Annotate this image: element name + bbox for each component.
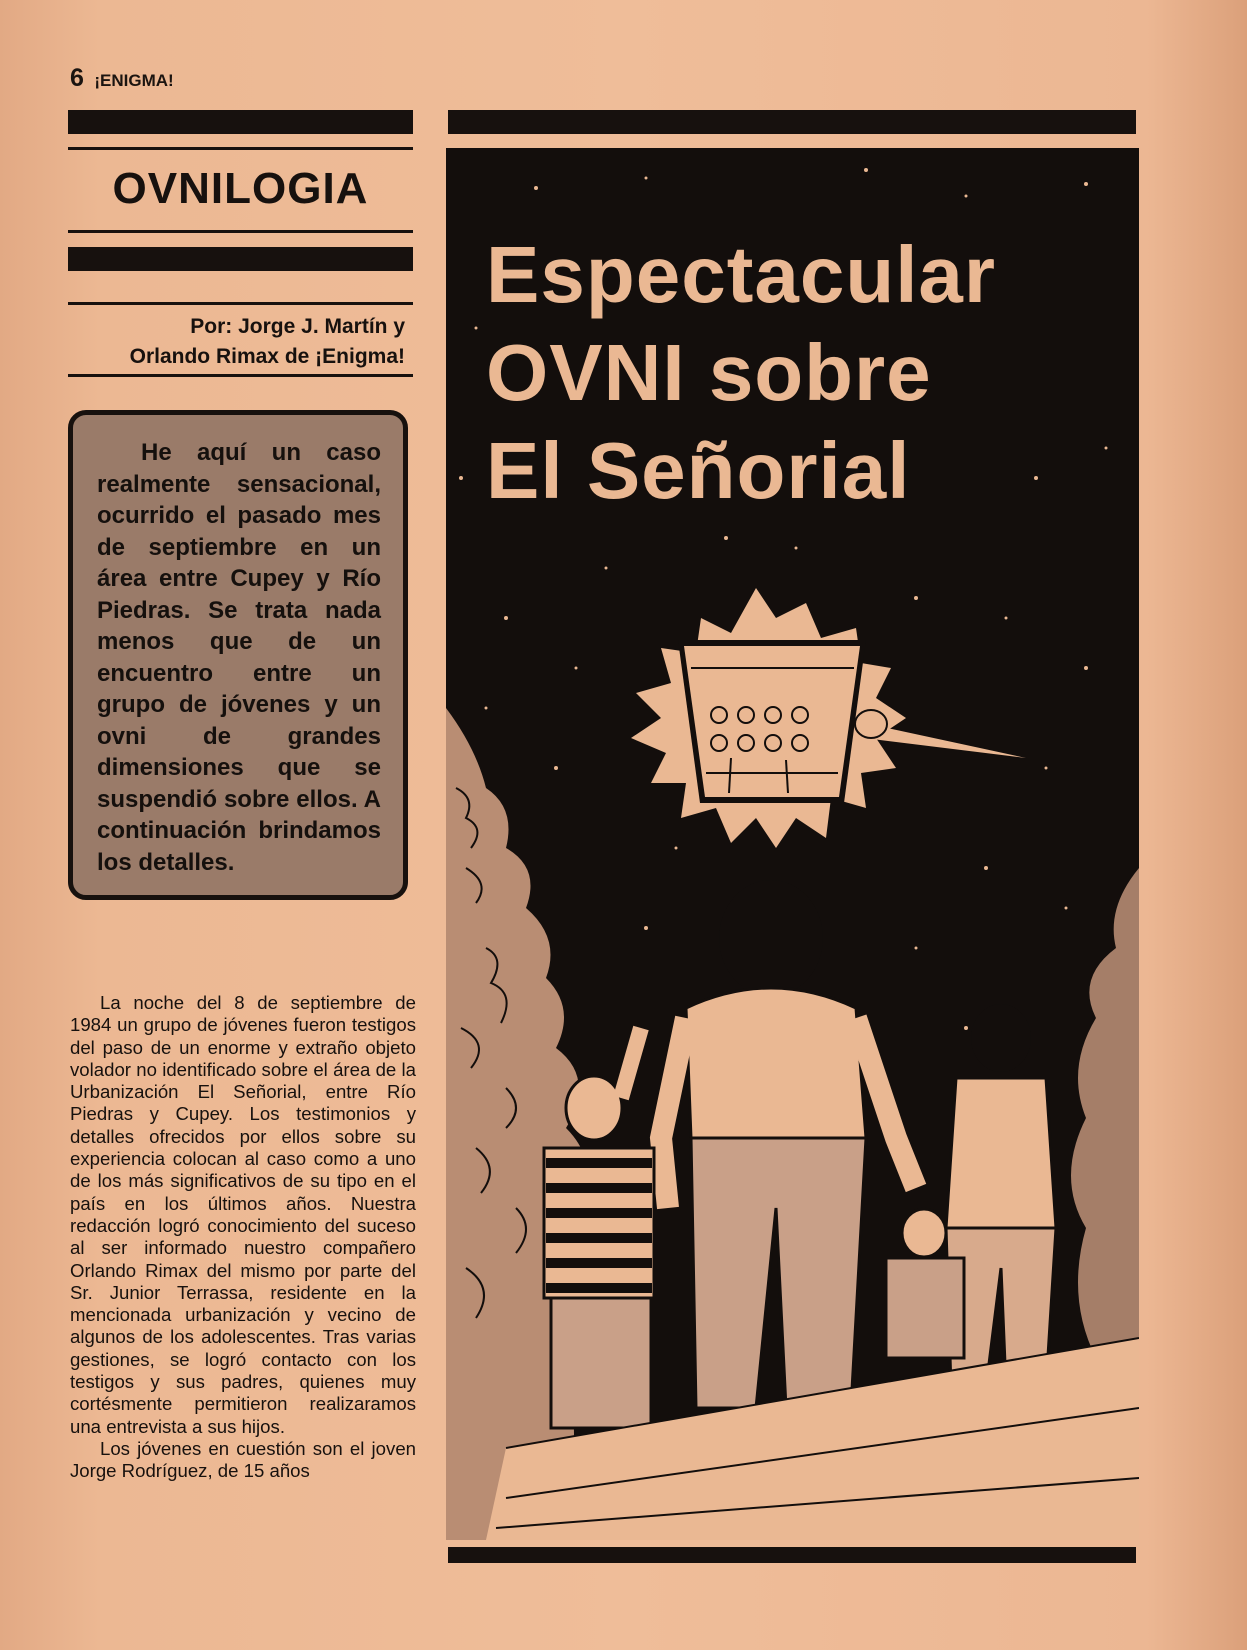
byline-line1: Por: Jorge J. Martín y <box>190 315 405 338</box>
bottom-bar-right <box>448 1547 1136 1563</box>
lead-text: He aquí un caso realmente sensacional, ocurrido el pasado mes de septiembre en un área entre Cupey y Río Piedras. Se trata nada menos que de un encuentro entre un grupo de jóvenes y un ovni de grandes dimensiones que se suspendió sobre ellos. A continuación brindamos los detalles. <box>97 439 381 876</box>
rule-left-3 <box>68 302 413 305</box>
magazine-name: ¡ENIGMA! <box>94 71 174 90</box>
headline-line-3: El Señorial <box>486 426 911 515</box>
top-bar-right <box>448 110 1136 134</box>
right-trees <box>1071 868 1139 1358</box>
headline <box>486 226 996 520</box>
light-beam <box>864 723 1026 758</box>
article-paragraph-2: Los jóvenes en cuestión son el joven Jorge Rodríguez, de 15 años <box>70 1437 416 1482</box>
article-paragraph-1: La noche del 8 de septiembre de 1984 un grupo de jóvenes fueron testigos del paso de un enorme y extraño objeto volador no identificado sobre el área de la Urbanización El Señorial, entre Río Piedras y Cupey. Los testimonios y detalles ofrecidos por ellos sobre su experiencia colocan al caso como a uno de los más significativos de su tipo en el país en los últimos años. Nuestra redacción logró conocimiento del suceso al ser informado nuestro compañero Orlando Rimax del mismo por parte del Sr. Junior Terrassa, residente en la mencionada urbanización y vecino de algunos de los adolescentes. Tras varias gestiones, se logró contacto con los testigos y sus padres, quienes muy cortésmente permitieron realizaramos una entrevista a sus hijos. <box>70 992 416 1437</box>
section-title: OVNILOGIA <box>112 164 369 213</box>
rule-left-2 <box>68 230 413 233</box>
headline-line-1: Espectacular <box>486 230 997 319</box>
rule-left-4 <box>68 374 413 377</box>
article-body <box>70 992 416 1483</box>
headline-line-2: OVNI sobre <box>486 328 932 417</box>
lead-box <box>68 410 408 900</box>
byline <box>60 312 405 372</box>
illustration-panel <box>446 148 1139 1540</box>
byline-line2: Orlando Rimax de ¡Enigma! <box>129 345 405 368</box>
page-number: 6 <box>70 64 84 92</box>
rule-left-1 <box>68 147 413 150</box>
bar-left-2 <box>68 247 413 271</box>
page-folio <box>70 64 174 93</box>
top-bar-left <box>68 110 413 134</box>
tall-boy <box>661 880 916 1408</box>
